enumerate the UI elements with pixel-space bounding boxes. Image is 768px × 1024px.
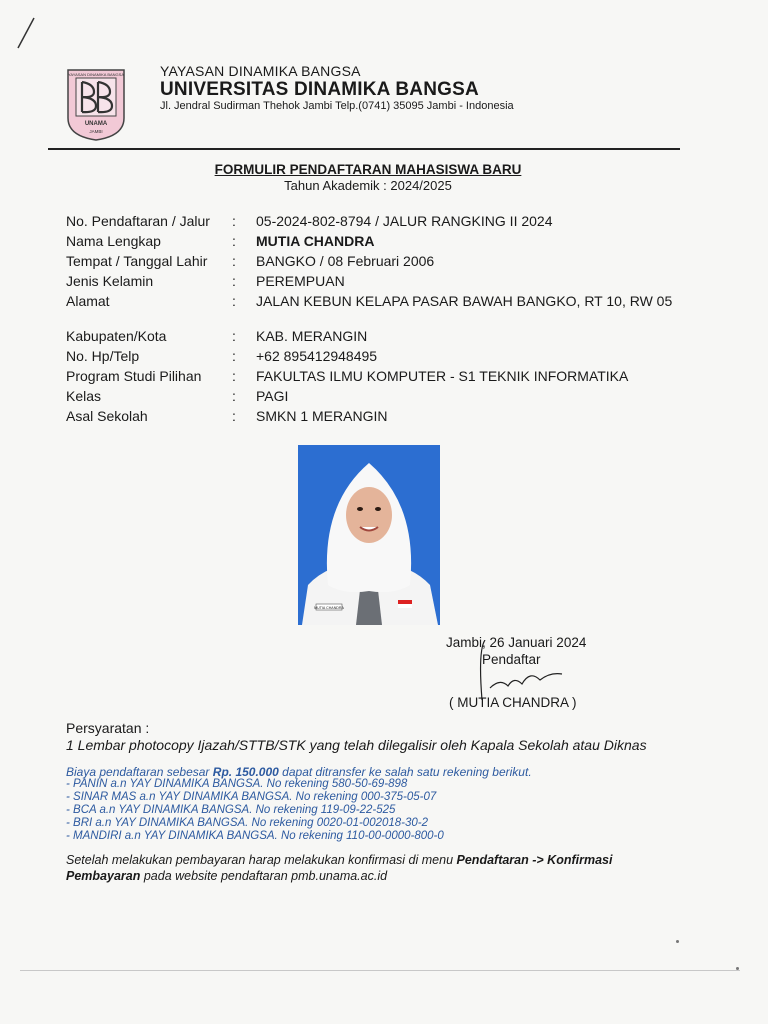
svg-text:UNAMA: UNAMA <box>84 121 108 127</box>
signature-place-date: Jambi, 26 Januari 2024 <box>446 635 587 650</box>
field-label: No. Pendaftaran / Jalur <box>66 213 210 229</box>
field-separator: : <box>232 408 236 424</box>
confirmation-before: Setelah melakukan pembayaran harap melakukan konfirmasi di menu <box>66 853 454 867</box>
field-value: MUTIA CHANDRA <box>256 233 375 249</box>
requirements-item: 1 Lembar photocopy Ijazah/STTB/STK yang telah dilegalisir oleh Kapala Sekolah atau Diknas <box>66 737 647 753</box>
svg-text:MUTIA CHANDRA: MUTIA CHANDRA <box>314 606 344 610</box>
field-separator: : <box>232 213 236 229</box>
fee-amount: Rp. 150.000 <box>212 765 279 779</box>
field-label: Jenis Kelamin <box>66 273 154 289</box>
field-value: +62 895412948495 <box>256 348 378 364</box>
fee-statement <box>66 765 532 779</box>
field-value: 05-2024-802-8794 / JALUR RANGKING II 2024 <box>256 213 553 229</box>
field-separator: : <box>232 273 236 289</box>
scan-speck <box>736 967 739 970</box>
field-separator: : <box>232 368 236 384</box>
university-address: Jl. Jendral Sudirman Thehok Jambi Telp.(0741) 35095 Jambi - Indonesia <box>160 100 514 112</box>
field-label: Kelas <box>66 388 102 404</box>
field-separator: : <box>232 388 236 404</box>
signature-role: Pendaftar <box>482 652 541 667</box>
field-value: FAKULTAS ILMU KOMPUTER - S1 TEKNIK INFORMATIKA <box>256 368 629 384</box>
university-name: UNIVERSITAS DINAMIKA BANGSA <box>160 79 479 100</box>
field-separator: : <box>232 253 236 269</box>
field-label: Program Studi Pilihan <box>66 368 202 384</box>
field-label: Alamat <box>66 293 110 309</box>
person-portrait-icon <box>298 445 440 625</box>
bank-account-item: - PANIN a.n YAY DINAMIKA BANGSA. No rekening 580-50-69-898 <box>66 778 408 790</box>
svg-text:YAYASAN DINAMIKA BANGSA: YAYASAN DINAMIKA BANGSA <box>67 72 125 77</box>
bank-account-item: - MANDIRI a.n YAY DINAMIKA BANGSA. No rekening 110-00-0000-800-0 <box>66 830 444 842</box>
signatory-name: ( MUTIA CHANDRA ) <box>449 695 577 710</box>
field-separator: : <box>232 348 236 364</box>
field-label: No. Hp/Telp <box>66 348 140 364</box>
bank-account-item: - SINAR MAS a.n YAY DINAMIKA BANGSA. No rekening 000-375-05-07 <box>66 791 437 803</box>
confirmation-after: pada website pendaftaran pmb.unama.ac.id <box>143 869 388 883</box>
field-separator: : <box>232 233 236 249</box>
field-separator: : <box>232 293 236 309</box>
field-label: Kabupaten/Kota <box>66 328 167 344</box>
header-divider <box>48 148 680 150</box>
field-label: Asal Sekolah <box>66 408 148 424</box>
scan-speck <box>676 940 679 943</box>
field-value: JALAN KEBUN KELAPA PASAR BAWAH BANGKO, RT 10, RW 05 <box>256 293 673 309</box>
confirmation-note <box>66 852 676 884</box>
field-value: PEREMPUAN <box>256 273 345 289</box>
field-label: Nama Lengkap <box>66 233 161 249</box>
fee-outro: dapat ditransfer ke salah satu rekening berikut. <box>282 765 532 779</box>
scan-edge-line <box>20 970 740 971</box>
university-logo <box>64 66 128 142</box>
form-title: FORMULIR PENDAFTARAN MAHASISWA BARU <box>214 162 522 177</box>
pen-mark-icon <box>14 16 38 50</box>
applicant-photo <box>298 445 440 625</box>
field-value: KAB. MERANGIN <box>256 328 368 344</box>
field-value: PAGI <box>256 388 289 404</box>
field-value: BANGKO / 08 Februari 2006 <box>256 253 435 269</box>
foundation-name: YAYASAN DINAMIKA BANGSA <box>160 63 361 79</box>
requirements-heading: Persyaratan : <box>66 720 150 736</box>
field-value: SMKN 1 MERANGIN <box>256 408 388 424</box>
fee-intro: Biaya pendaftaran sebesar <box>66 765 210 779</box>
handwritten-signature <box>470 640 590 700</box>
svg-text:JAMBI: JAMBI <box>89 129 103 134</box>
bank-account-item: - BCA a.n YAY DINAMIKA BANGSA. No rekening 119-09-22-525 <box>66 804 396 816</box>
field-label: Tempat / Tanggal Lahir <box>66 253 208 269</box>
field-separator: : <box>232 328 236 344</box>
academic-year: Tahun Akademik : 2024/2025 <box>284 178 452 193</box>
bank-account-item: - BRI a.n YAY DINAMIKA BANGSA. No rekening 0020-01-002018-30-2 <box>66 817 429 829</box>
confirmation-menu: Pendaftaran -> Konfirmasi Pembayaran <box>66 853 613 883</box>
